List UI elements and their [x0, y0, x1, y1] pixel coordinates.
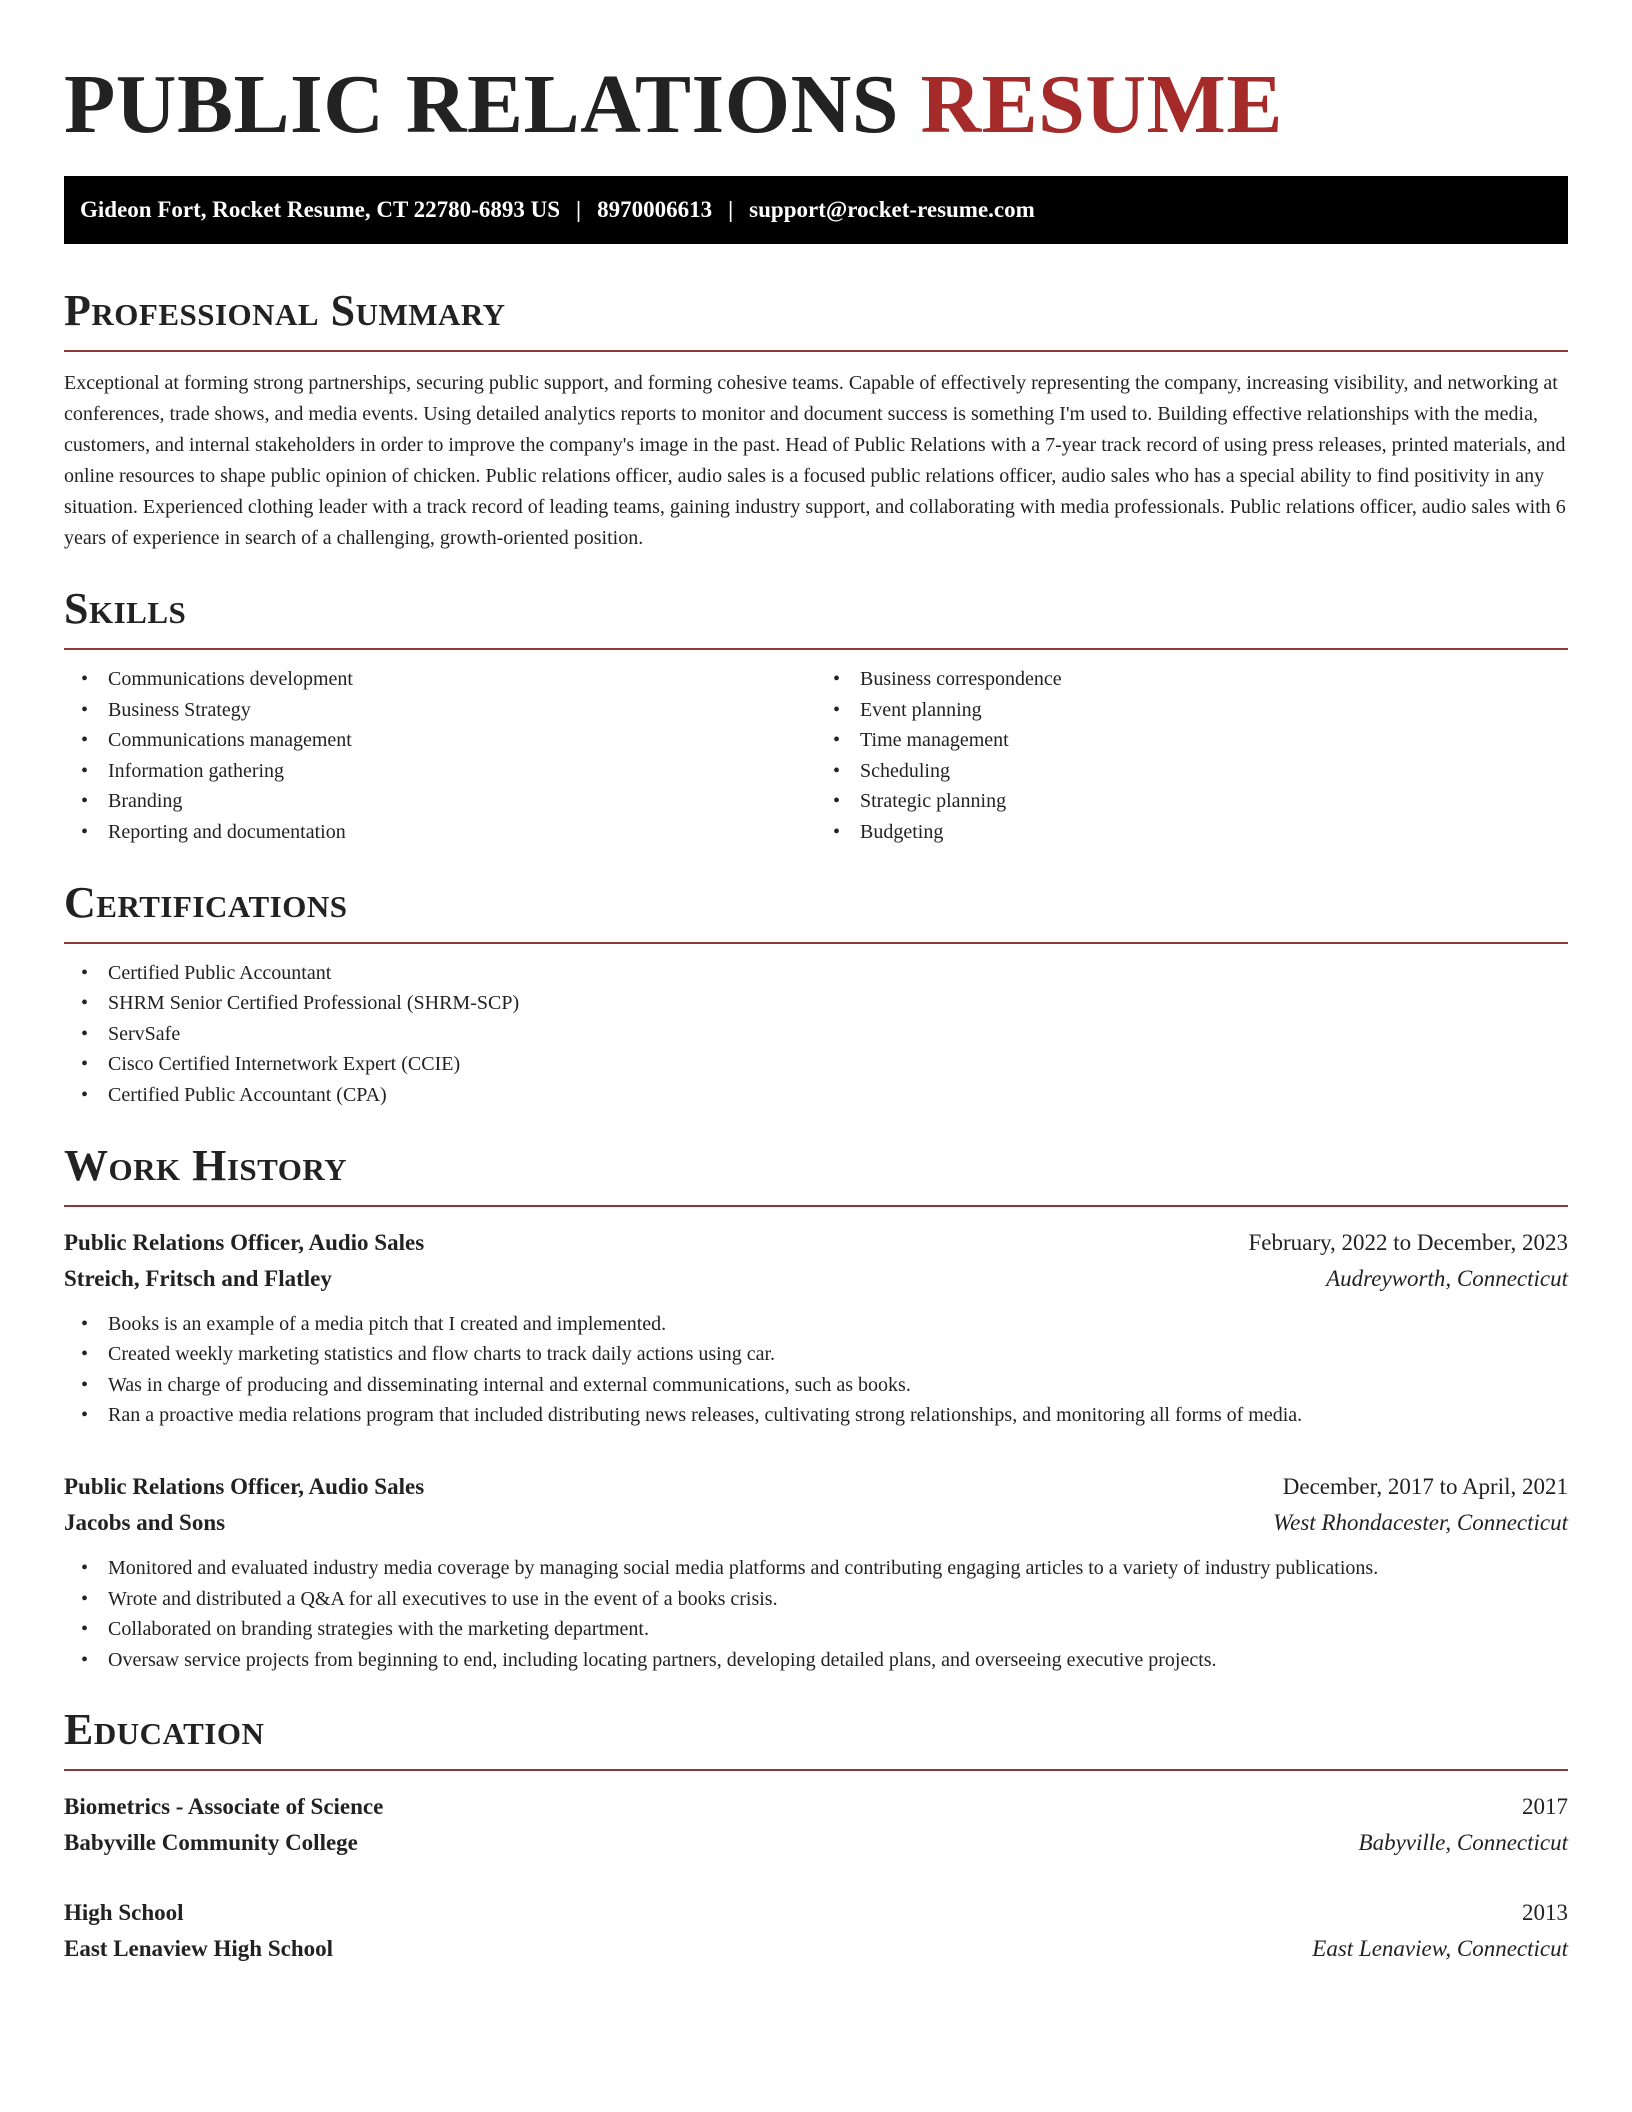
skill-item: • Time management: [816, 725, 1568, 756]
certification-item: • Certified Public Accountant: [64, 958, 1568, 989]
skill-item: • Information gathering: [64, 756, 816, 787]
bullet-icon: •: [81, 992, 89, 1015]
education-school-row: [64, 1931, 1568, 1967]
education-location: East Lenaview, Connecticut: [1312, 1936, 1568, 1962]
education-school: East Lenaview High School: [64, 1936, 334, 1962]
bullet-icon: •: [81, 1083, 89, 1106]
bullet-icon: •: [81, 790, 89, 813]
skill-item: • Event planning: [816, 695, 1568, 726]
bullet-icon: •: [833, 668, 841, 690]
section-divider: [64, 1769, 1568, 1771]
job-dates: December, 2017 to April, 2021: [1282, 1473, 1568, 1499]
skill-item: • Budgeting: [816, 817, 1568, 848]
contact-separator: |: [576, 197, 582, 222]
education-location: Babyville, Connecticut: [1358, 1830, 1568, 1856]
bullet-icon: •: [81, 1053, 89, 1076]
job-company-row: [64, 1505, 1568, 1541]
job-title: Public Relations Officer, Audio Sales: [64, 1229, 425, 1255]
bullet-icon: •: [81, 961, 89, 984]
section-divider: [64, 350, 1568, 352]
section-divider: [64, 942, 1568, 944]
bullet-icon: •: [81, 729, 89, 752]
bullet-icon: •: [81, 1373, 89, 1396]
job-dates: February, 2022 to December, 2023: [1248, 1229, 1568, 1255]
bullet-icon: •: [833, 759, 841, 782]
bullet-icon: •: [81, 1587, 89, 1610]
skill-item: • Communications development: [64, 664, 816, 695]
skill-item: • Reporting and documentation: [64, 817, 816, 848]
bullet-icon: •: [833, 820, 841, 843]
bullet-icon: •: [81, 759, 89, 782]
certification-item: • Cisco Certified Internetwork Expert (CCIE): [64, 1049, 1568, 1080]
contact-bar: [64, 176, 1568, 244]
bullet-icon: •: [81, 1404, 89, 1427]
job-entry: [64, 1225, 1568, 1431]
education-school: Babyville Community College: [64, 1830, 358, 1856]
job-duties-list: [64, 1553, 1568, 1675]
contact-separator: |: [728, 197, 734, 222]
job-duty-item: • Wrote and distributed a Q&A for all executives to use in the event of a books crisis.: [64, 1584, 1568, 1615]
education-entry: [64, 1789, 1568, 1861]
resume-title: [64, 58, 1568, 152]
work-history-section: [64, 1141, 1568, 1676]
summary-section: [64, 286, 1568, 554]
contact-email: support@rocket-resume.com: [749, 197, 1035, 222]
job-company: Streich, Fritsch and Flatley: [64, 1265, 332, 1291]
job-duty-item: • Collaborated on branding strategies with the marketing department.: [64, 1614, 1568, 1645]
education-section: [64, 1705, 1568, 1967]
job-duty-item: • Monitored and evaluated industry media coverage by managing social media platforms and contributing engaging articles to a variety of industry publications.: [64, 1553, 1568, 1584]
job-title: Public Relations Officer, Audio Sales: [64, 1473, 425, 1499]
skills-heading: Skills: [64, 584, 187, 633]
certifications-heading: Certifications: [64, 877, 348, 927]
skills-list-right: [816, 664, 1568, 848]
skill-item: • Business Strategy: [64, 695, 816, 726]
skill-item: • Communications management: [64, 725, 816, 756]
bullet-icon: •: [81, 1022, 89, 1045]
job-duty-item: • Books is an example of a media pitch that I created and implemented.: [64, 1309, 1568, 1340]
education-school-row: [64, 1825, 1568, 1861]
job-header-row: [64, 1225, 1568, 1261]
job-duty-item: • Was in charge of producing and disseminating internal and external communications, such as books.: [64, 1370, 1568, 1401]
bullet-icon: •: [81, 1618, 89, 1641]
bullet-icon: •: [833, 790, 841, 813]
work-history-heading: Work History: [64, 1140, 348, 1190]
education-degree: Biometrics - Associate of Science: [64, 1794, 384, 1820]
job-header-row: [64, 1469, 1568, 1505]
title-main: PUBLIC RELATIONS: [64, 58, 899, 151]
education-heading: Education: [64, 1705, 265, 1755]
bullet-icon: •: [833, 698, 841, 721]
education-degree: High School: [64, 1900, 184, 1926]
bullet-icon: •: [81, 668, 89, 690]
summary-text: Exceptional at forming strong partnerships, securing public support, and forming cohesive teams. Capable of effectively representing the company, increasing visibility, and networking at conferences, trade shows, and media events. Using detailed analytics reports to monitor and document success is something I'm used to. Building effective relationships with the media, customers, and internal stakeholders in order to improve the company's image in the past. Head of Public Relations with a 7-year track record of using press releases, printed materials, and online resources to shape public opinion of chicken. Public relations officer, audio sales is a focused public relations officer, audio sales who has a special ability to find positivity in any situation. Experienced clothing leader with a track record of leading teams, gaining industry support, and collaborating with media professionals. Public relations officer, audio sales with 6 years of experience in search of a challenging, growth-oriented position.: [64, 372, 1566, 549]
job-entry: [64, 1469, 1568, 1675]
bullet-icon: •: [81, 820, 89, 843]
skills-section: [64, 584, 1568, 848]
contact-phone: 8970006613: [597, 197, 713, 222]
education-year: 2013: [1522, 1900, 1568, 1926]
skill-item: • Branding: [64, 786, 816, 817]
skill-item: • Scheduling: [816, 756, 1568, 787]
contact-address: Gideon Fort, Rocket Resume, CT 22780-6893 US: [80, 197, 560, 222]
job-duty-item: • Created weekly marketing statistics and flow charts to track daily actions using car.: [64, 1339, 1568, 1370]
skills-list-left: [64, 664, 816, 848]
skills-grid: [64, 650, 1568, 848]
job-location: Audreyworth, Connecticut: [1326, 1265, 1568, 1291]
bullet-icon: •: [81, 1648, 89, 1671]
certification-item: • Certified Public Accountant (CPA): [64, 1080, 1568, 1111]
job-location: West Rhondacester, Connecticut: [1273, 1509, 1568, 1535]
job-duty-item: • Oversaw service projects from beginning to end, including locating partners, developing detailed plans, and overseeing executive projects.: [64, 1645, 1568, 1676]
certifications-section: [64, 878, 1568, 1111]
certification-item: • SHRM Senior Certified Professional (SHRM-SCP): [64, 988, 1568, 1019]
bullet-icon: •: [833, 729, 841, 752]
bullet-icon: •: [81, 698, 89, 721]
section-divider: [64, 1205, 1568, 1207]
job-duty-item: • Ran a proactive media relations program that included distributing news releases, cultivating strong relationships, and monitoring all forms of media.: [64, 1400, 1568, 1431]
certifications-list: [64, 958, 1568, 1111]
job-company: Jacobs and Sons: [64, 1509, 226, 1535]
education-entry: [64, 1895, 1568, 1967]
job-duties-list: [64, 1309, 1568, 1431]
education-degree-row: [64, 1895, 1568, 1931]
job-company-row: [64, 1261, 1568, 1297]
skill-item: • Business correspondence: [816, 664, 1568, 695]
education-degree-row: [64, 1789, 1568, 1825]
title-accent: RESUME: [920, 58, 1283, 151]
skill-item: • Strategic planning: [816, 786, 1568, 817]
certification-item: • ServSafe: [64, 1019, 1568, 1050]
bullet-icon: •: [81, 1556, 89, 1579]
education-year: 2017: [1522, 1794, 1568, 1820]
bullet-icon: •: [81, 1312, 89, 1335]
summary-heading: Professional Summary: [64, 286, 506, 335]
bullet-icon: •: [81, 1343, 89, 1366]
